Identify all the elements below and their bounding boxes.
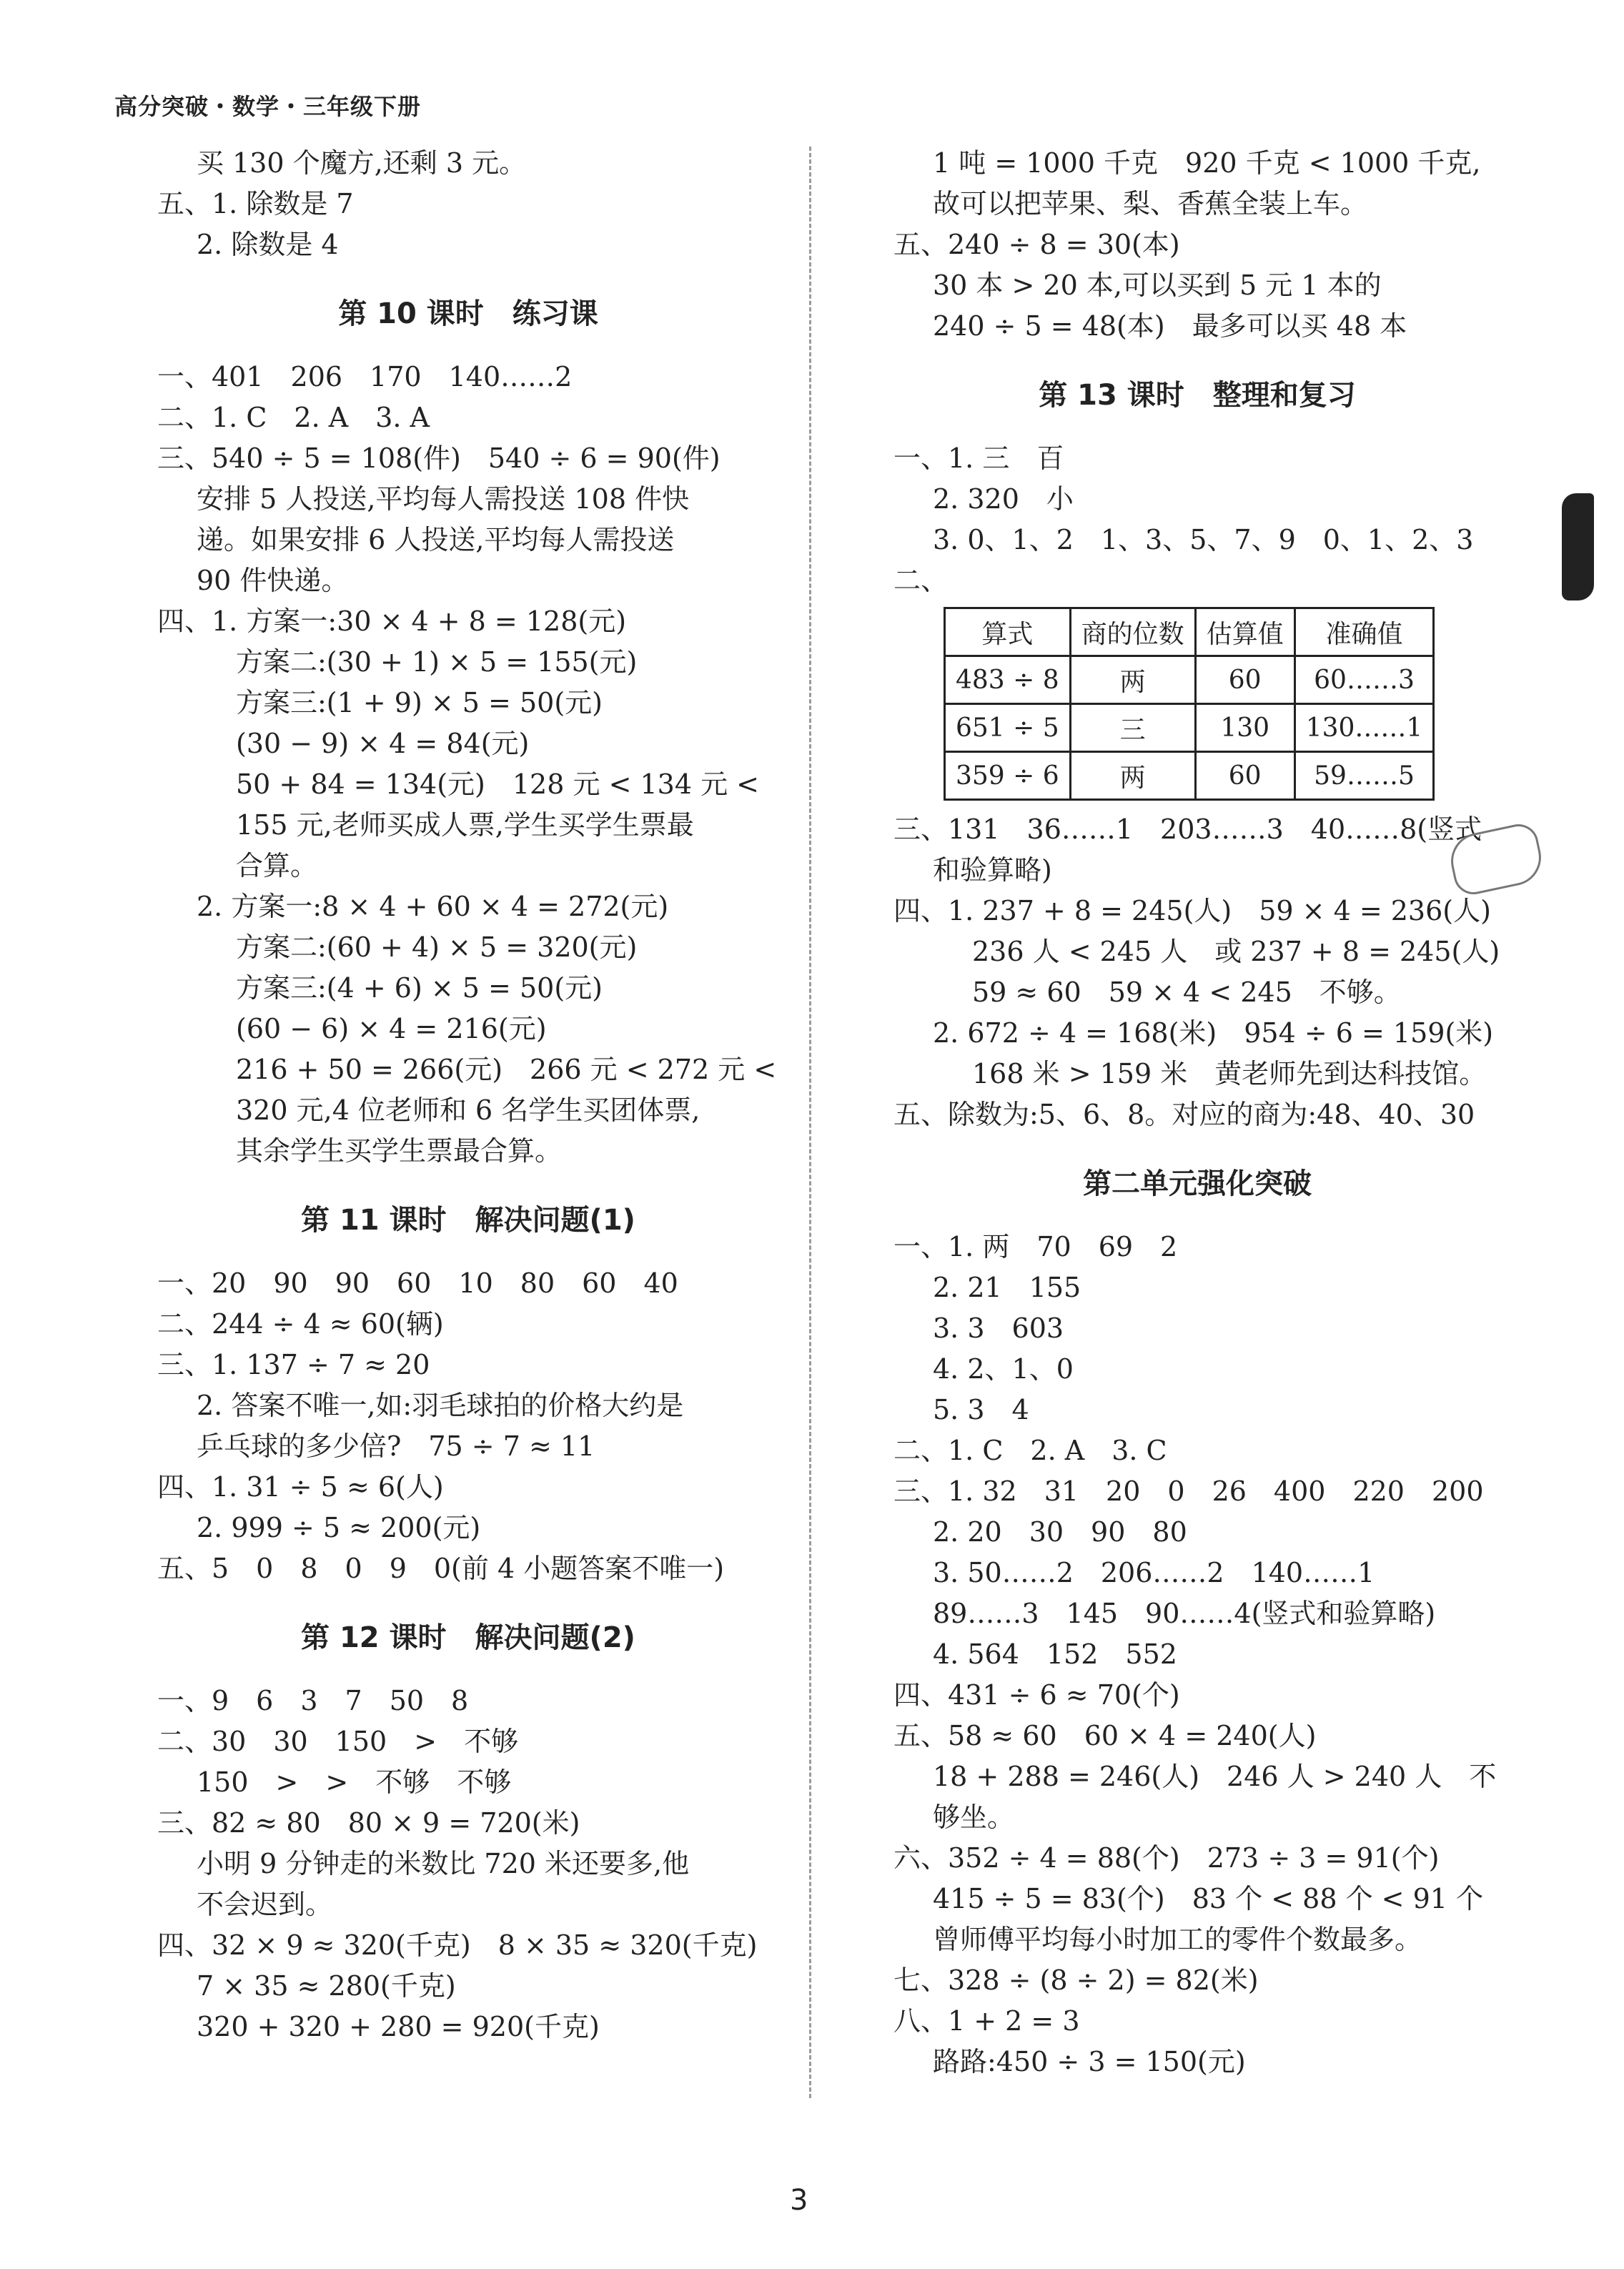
answer-line: 89……3 145 90……4(竖式和验算略) [933, 1598, 1436, 1629]
table-cell: 130……1 [1294, 704, 1434, 752]
answer-line: 二、244 ÷ 4 ≈ 60(辆) [157, 1308, 444, 1340]
answer-line: 2. 672 ÷ 4 = 168(米) 954 ÷ 6 = 159(米) [933, 1017, 1494, 1049]
answer-line: 五、5 0 8 0 9 0(前 4 小题答案不唯一) [157, 1553, 725, 1584]
section-title: 第 10 课时 练习课 [338, 297, 598, 330]
answer-line: 小明 9 分钟走的米数比 720 米还要多,他 [197, 1848, 690, 1879]
answer-line: 一、1. 三 百 [893, 443, 1064, 474]
answer-line: 一、20 90 90 60 10 80 60 40 [157, 1267, 678, 1299]
answer-line: (60 − 6) × 4 = 216(元) [236, 1013, 547, 1044]
answer-line: 方案二:(30 + 1) × 5 = 155(元) [236, 646, 638, 678]
right-column-top [893, 143, 1501, 601]
answer-line: 四、1. 方案一:30 × 4 + 8 = 128(元) [157, 605, 627, 637]
answer-line: 和验算略) [933, 854, 1052, 886]
answer-line: 四、1. 31 ÷ 5 ≈ 6(人) [157, 1471, 444, 1503]
answer-line: 二、30 30 150 > 不够 [157, 1726, 519, 1757]
answer-line: 3. 50……2 206……2 140……1 [933, 1557, 1375, 1588]
answer-line: 50 + 84 = 134(元) 128 元 < 134 元 < [236, 768, 760, 800]
answer-line: 59 ≈ 60 59 × 4 < 245 不够。 [972, 977, 1401, 1008]
answer-line: 150 > > 不够 不够 [197, 1766, 512, 1798]
answer-line: 买 130 个魔方,还剩 3 元。 [197, 147, 527, 179]
answer-line: 2. 20 30 90 80 [933, 1516, 1187, 1548]
answer-line: 三、540 ÷ 5 = 108(件) 540 ÷ 6 = 90(件) [157, 443, 721, 474]
answer-line: 三、1. 137 ÷ 7 ≈ 20 [157, 1349, 430, 1380]
answer-line: 路路:450 ÷ 3 = 150(元) [933, 2046, 1246, 2077]
answer-line: 五、1. 除数是 7 [157, 188, 354, 219]
answer-line: 七、328 ÷ (8 ÷ 2) = 82(米) [893, 1964, 1259, 1996]
answer-line: (30 − 9) × 4 = 84(元) [236, 728, 530, 759]
right-column [893, 143, 1501, 2082]
answer-line: 3. 3 603 [933, 1313, 1064, 1344]
table-cell: 130 [1195, 704, 1294, 752]
section-title: 第二单元强化突破 [1083, 1167, 1312, 1200]
answer-line: 一、1. 两 70 69 2 [893, 1231, 1178, 1262]
answer-line: 4. 564 152 552 [933, 1638, 1177, 1670]
table-cell: 60 [1195, 752, 1294, 800]
table-header-cell: 准确值 [1294, 608, 1434, 656]
answer-line: 2. 21 155 [933, 1272, 1081, 1303]
answer-line: 320 + 320 + 280 = 920(千克) [197, 2011, 600, 2042]
answer-line: 三、82 ≈ 80 80 × 9 = 720(米) [157, 1807, 580, 1839]
answer-line: 415 ÷ 5 = 83(个) 83 个 < 88 个 < 91 个 [933, 1883, 1484, 1914]
right-column-bottom [893, 809, 1501, 2082]
table-cell: 359 ÷ 6 [945, 752, 1071, 800]
answer-line: 三、1. 32 31 20 0 26 400 220 200 [893, 1475, 1484, 1507]
answer-line: 二、1. C 2. A 3. C [893, 1435, 1167, 1466]
answer-line: 216 + 50 = 266(元) 266 元 < 272 元 < [236, 1054, 777, 1085]
answer-line: 30 本 > 20 本,可以买到 5 元 1 本的 [933, 270, 1382, 301]
answer-line: 2. 320 小 [933, 483, 1074, 515]
answer-line: 方案三:(4 + 6) × 5 = 50(元) [236, 972, 603, 1004]
table-cell: 两 [1070, 656, 1195, 704]
ink-blot [1562, 493, 1594, 600]
answer-line: 2. 方案一:8 × 4 + 60 × 4 = 272(元) [197, 891, 669, 922]
answer-line: 2. 除数是 4 [197, 229, 339, 260]
answer-line: 2. 答案不唯一,如:羽毛球拍的价格大约是 [197, 1390, 684, 1421]
answer-line: 乒乓球的多少倍? 75 ÷ 7 ≈ 11 [197, 1430, 595, 1462]
answer-line: 五、58 ≈ 60 60 × 4 = 240(人) [893, 1720, 1317, 1751]
answer-line: 168 米 > 159 米 黄老师先到达科技馆。 [972, 1058, 1487, 1089]
table-body [945, 656, 1434, 800]
answer-line: 四、431 ÷ 6 ≈ 70(个) [893, 1679, 1180, 1711]
answer-line: 递。如果安排 6 人投送,平均每人需投送 [197, 524, 675, 555]
table-header-cell: 估算值 [1195, 608, 1294, 656]
answer-line: 155 元,老师买成人票,学生买学生票最 [236, 809, 694, 841]
answer-line: 不会迟到。 [197, 1889, 333, 1920]
section-title: 第 11 课时 解决问题(1) [301, 1204, 635, 1237]
column-divider [809, 147, 811, 2098]
answer-line: 六、352 ÷ 4 = 88(个) 273 ÷ 3 = 91(个) [893, 1842, 1440, 1874]
table-row [945, 704, 1434, 752]
table-row [945, 656, 1434, 704]
answer-line: 240 ÷ 5 = 48(本) 最多可以买 48 本 [933, 310, 1407, 342]
table-cell: 59……5 [1294, 752, 1434, 800]
answer-line: 1 吨 = 1000 千克 920 千克 < 1000 千克, [933, 147, 1481, 179]
left-column [157, 143, 779, 2047]
answer-line: 五、240 ÷ 8 = 30(本) [893, 229, 1180, 260]
answer-line: 5. 3 4 [933, 1394, 1029, 1425]
answer-line: 五、除数为:5、6、8。对应的商为:48、40、30 [893, 1099, 1475, 1130]
table-cell: 两 [1070, 752, 1195, 800]
answer-line: 二、 [893, 565, 949, 596]
answer-line: 二、1. C 2. A 3. A [157, 402, 430, 433]
answer-line: 方案三:(1 + 9) × 5 = 50(元) [236, 687, 603, 718]
answer-line: 3. 0、1、2 1、3、5、7、9 0、1、2、3 [933, 524, 1474, 555]
answer-line: 安排 5 人投送,平均每人需投送 108 件快 [197, 483, 690, 515]
answer-line: 四、32 × 9 ≈ 320(千克) 8 × 35 ≈ 320(千克) [157, 1929, 758, 1961]
answer-line: 320 元,4 位老师和 6 名学生买团体票, [236, 1094, 700, 1126]
answer-line: 2. 999 ÷ 5 ≈ 200(元) [197, 1512, 481, 1543]
answer-line: 八、1 + 2 = 3 [893, 2005, 1080, 2037]
table-cell: 60 [1195, 656, 1294, 704]
answer-line: 18 + 288 = 246(人) 246 人 > 240 人 不 [933, 1761, 1497, 1792]
answer-line: 一、9 6 3 7 50 8 [157, 1685, 469, 1716]
answer-line: 4. 2、1、0 [933, 1353, 1074, 1385]
table-cell: 60……3 [1294, 656, 1434, 704]
page-number: 3 [790, 2184, 808, 2217]
estimation-table [944, 607, 1435, 801]
answer-line: 7 × 35 ≈ 280(千克) [197, 1970, 456, 2002]
table-cell: 483 ÷ 8 [945, 656, 1071, 704]
answer-line: 合算。 [236, 850, 318, 881]
table-header-row [945, 608, 1434, 656]
section-title: 第 13 课时 整理和复习 [1039, 379, 1356, 412]
answer-line: 方案二:(60 + 4) × 5 = 320(元) [236, 931, 638, 963]
table-header-cell: 商的位数 [1070, 608, 1195, 656]
answer-line: 够坐。 [933, 1801, 1015, 1833]
answer-line: 一、401 206 170 140……2 [157, 361, 573, 392]
answer-line: 三、131 36……1 203……3 40……8(竖式 [893, 814, 1482, 845]
table-cell: 651 ÷ 5 [945, 704, 1071, 752]
answer-line: 236 人 < 245 人 或 237 + 8 = 245(人) [972, 936, 1500, 967]
answer-line: 曾师傅平均每小时加工的零件个数最多。 [933, 1924, 1422, 1955]
answer-line: 四、1. 237 + 8 = 245(人) 59 × 4 = 236(人) [893, 895, 1491, 926]
table-header-cell: 算式 [945, 608, 1071, 656]
table-cell: 三 [1070, 704, 1195, 752]
table-row [945, 752, 1434, 800]
answer-line: 90 件快递。 [197, 565, 349, 596]
answer-line: 故可以把苹果、梨、香蕉全装上车。 [933, 188, 1368, 219]
answer-line: 其余学生买学生票最合算。 [236, 1135, 563, 1167]
section-title: 第 12 课时 解决问题(2) [301, 1621, 635, 1654]
running-header: 高分突破・数学・三年级下册 [114, 93, 422, 120]
